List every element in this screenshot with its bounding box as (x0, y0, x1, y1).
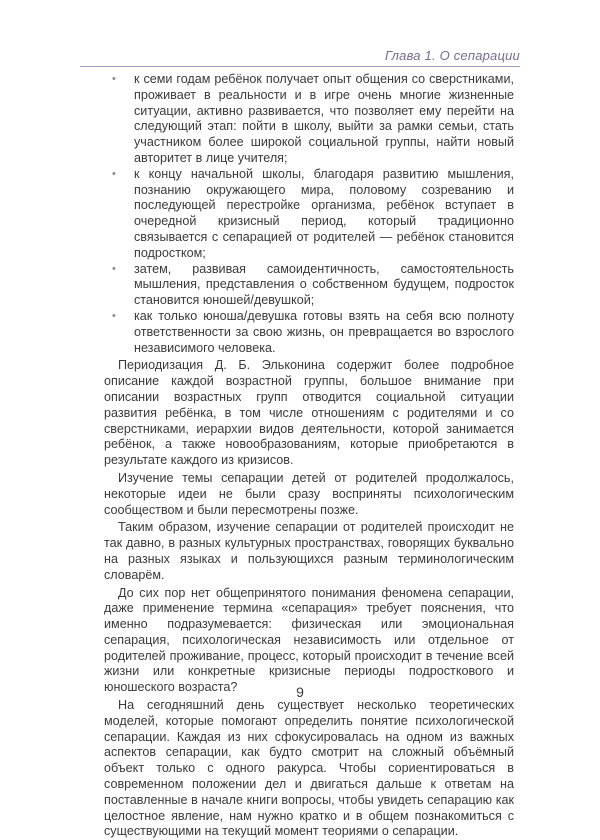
running-header: Глава 1. О сепарации (384, 48, 520, 63)
bullet-icon: • (112, 73, 116, 85)
bullet-icon: • (112, 309, 116, 322)
bullet-icon: • (112, 167, 116, 180)
paragraph: На сегодняшний день существует несколько теоретических моделей, которые помогают определить понятие психологической сепарации. Каждая из них сфокусировалась на одном из важных аспектов сепарации, как будто смотрит на сложный объёмный объект только с одного ракурса. Чтобы сориентироваться в современном положении дел и двигаться дальше к ответам на поставленные в начале книги вопросы, чтобы увидеть сепарацию как целостное явление, нам нужно кратко и в общем познакомиться с существующими на текущий момент теориями о сепарации. (104, 698, 514, 839)
list-item: • затем, развивая самоидентичность, самостоятельность мышления, представления о собственном будущем, подросток становится юношей/девушкой; (112, 261, 514, 308)
paragraph: Таким образом, изучение сепарации от родителей происходит не так давно, в разных культурных пространствах, говорящих буквально на разных языках и пользующихся разным терминологическим словарём. (104, 520, 514, 582)
page-number: 9 (296, 684, 304, 700)
list-item: • как только юноша/девушка готовы взять на себя всю полноту ответственности за свою жизнь, он превращается во взрослого независимого человека. (112, 308, 514, 355)
paragraph: До сих пор нет общепринятого понимания феномена сепарации, даже применение термина «сепарация» требует пояснения, что именно подразумевается: физическая или эмоциональная сепарация, психологическая независимость или отдельное от родителей проживание, процесс, который происходит в течение всей жизни или конкретные кризисные периоды подросткового и юношеского возраста? (104, 585, 514, 695)
paragraph: Периодизация Д. Б. Эльконина содержит более подробное описание каждой возрастной группы, большое внимание при описании возрастных групп отводится социальной ситуации развития ребёнка, в том числе отношениям с родителями и со сверстниками, иерархии видов деятельности, которой занимается ребёнок, а также новообразованиям, которые приобретаются в результате каждого из кризисов. (104, 358, 514, 468)
paragraph: Изучение темы сепарации детей от родителей продолжалось, некоторые идеи не были сразу восприняты психологическим сообществом и были пересмотрены позже. (104, 470, 514, 517)
bullet-list (104, 72, 514, 356)
page-body (104, 72, 514, 840)
header-rule (80, 66, 520, 67)
list-item: • к семи годам ребёнок получает опыт общения со сверстниками, проживает в реальности и в игре очень многие жизненные ситуации, активно развивается, что позволяет ему перейти на следующий этап: пойти в школу, выйти за рамки семьи, стать участником более широкой социальной группы, найти новый авторитет в лице учителя; (112, 72, 514, 165)
bullet-icon: • (112, 262, 116, 275)
list-item: • к концу начальной школы, благодаря развитию мышления, познанию окружающего мира, половому созреванию и последующей перестройке организма, ребёнок вступает в очередной кризисный период, который традиционно связывается с сепарацией от родителей — ребёнок становится подростком; (112, 166, 514, 260)
